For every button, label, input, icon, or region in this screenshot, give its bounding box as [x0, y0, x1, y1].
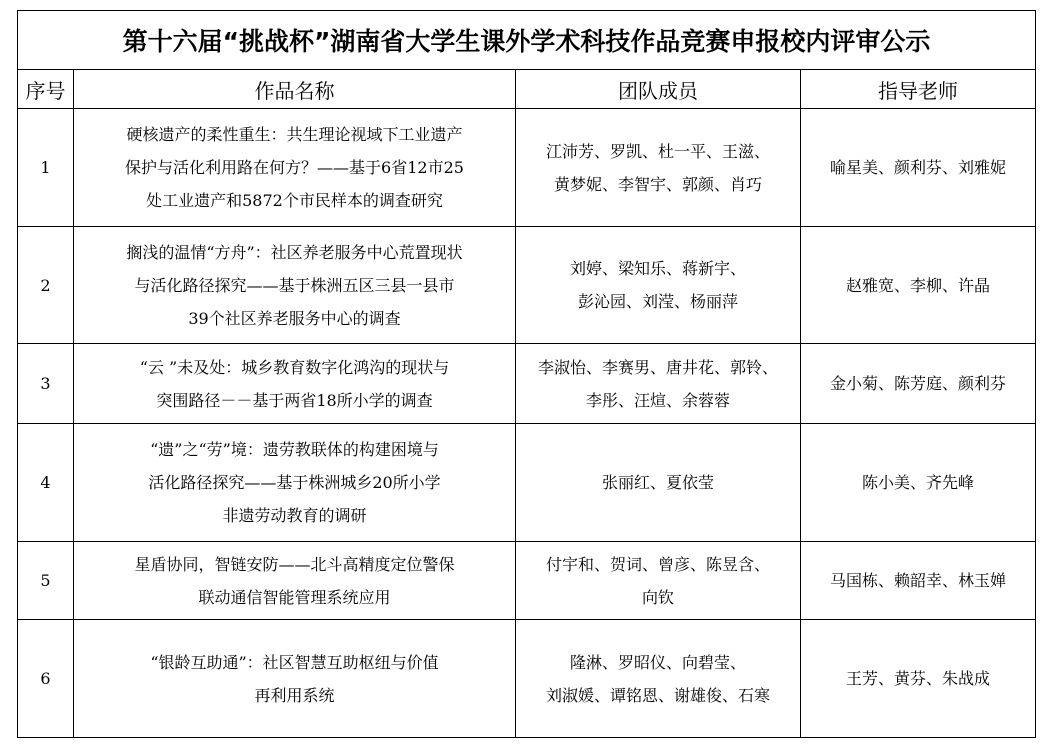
text-line: 江沛芳、罗凯、杜一平、王滋、: [545, 141, 770, 161]
column-header-advisor: 指导老师: [801, 70, 1036, 109]
text-line: 陈小美、齐先峰: [861, 473, 974, 492]
cell-work-title: [74, 424, 516, 542]
text-line: “银龄互助通”：社区智慧互助枢纽与价值: [150, 652, 439, 672]
text-line: 金小菊、陈芳庭、颜利芬: [829, 374, 1006, 393]
cell-advisors: [801, 109, 1036, 227]
text-line: “云 ”未及处：城乡教育数字化鸿沟的现状与: [139, 357, 450, 377]
table-row: [18, 424, 1036, 542]
text-line: 硬核遗产的柔性重生：共生理论视域下工业遗产: [126, 125, 463, 144]
text-line: 处工业遗产和5872个市民样本的调查研究: [146, 191, 443, 210]
column-header-team: 团队成员: [516, 70, 801, 109]
text-line: 星盾协同，智链安防——北斗高精度定位警保: [134, 554, 455, 574]
cell-team-members: [516, 344, 801, 424]
text-line: 李彤、汪煊、余蓉蓉: [585, 390, 730, 410]
text-line: 喻星美、颜利芬、刘雅妮: [829, 158, 1006, 177]
table-row: [18, 344, 1036, 424]
cell-no: 5: [18, 542, 74, 620]
cell-no: 4: [18, 424, 74, 542]
cell-work-title: [74, 542, 516, 620]
cell-team-members: [516, 227, 801, 344]
cell-work-title: [74, 227, 516, 344]
publicity-sheet: [17, 10, 1035, 738]
text-line: 与活化路径探究——基于株洲五区三县一县市: [134, 275, 455, 295]
text-line: 隆淋、罗昭仪、向碧莹、: [569, 652, 746, 672]
cell-team-members: [516, 620, 801, 738]
publicity-table: [17, 10, 1036, 738]
cell-advisors: [801, 344, 1036, 424]
table-row: [18, 227, 1036, 344]
text-line: “遗”之“劳”境：遗劳教联体的构建困境与: [150, 440, 439, 459]
cell-team-members: [516, 109, 801, 227]
text-line: 39个社区养老服务中心的调查: [188, 308, 401, 328]
table-row: [18, 542, 1036, 620]
text-line: 向钦: [641, 587, 674, 607]
cell-advisors: [801, 227, 1036, 344]
cell-no: 6: [18, 620, 74, 738]
text-line: 彭沁园、刘滢、杨丽萍: [577, 292, 738, 311]
cell-advisors: [801, 620, 1036, 738]
text-line: 王芳、黄芬、朱战成: [845, 669, 990, 688]
cell-advisors: [801, 424, 1036, 542]
text-line: 联动通信智能管理系统应用: [198, 587, 391, 607]
column-header-no: 序号: [18, 70, 74, 109]
text-line: 黄梦妮、李智宇、郭颜、肖巧: [553, 174, 762, 194]
text-line: 刘淑媛、谭铭恩、谢雄俊、石寒: [545, 685, 770, 705]
text-line: 搁浅的温情“方舟”：社区养老服务中心荒置现状: [126, 242, 463, 262]
text-line: 张丽红、夏依莹: [601, 473, 714, 492]
text-line: 保护与活化利用路在何方？——基于6省12市25: [125, 158, 464, 177]
text-line: 刘婷、梁知乐、蒋新宇、: [569, 259, 746, 278]
table-title: 第十六届“挑战杯”湖南省大学生课外学术科技作品竞赛申报校内评审公示: [18, 11, 1036, 70]
cell-team-members: [516, 542, 801, 620]
cell-work-title: [74, 344, 516, 424]
cell-work-title: [74, 620, 516, 738]
text-line: 再利用系统: [254, 685, 335, 705]
cell-team-members: [516, 424, 801, 542]
text-line: 马国栋、赖韶幸、林玉婵: [829, 571, 1006, 590]
cell-no: 2: [18, 227, 74, 344]
cell-work-title: [74, 109, 516, 227]
header-row: [18, 70, 1036, 109]
table-row: [18, 620, 1036, 738]
text-line: 非遗劳动教育的调研: [222, 506, 367, 525]
column-header-work: 作品名称: [74, 70, 516, 109]
table-row: [18, 109, 1036, 227]
cell-no: 1: [18, 109, 74, 227]
table-body: [18, 109, 1036, 738]
cell-no: 3: [18, 344, 74, 424]
text-line: 李淑怡、李赛男、唐井花、郭铃、: [537, 357, 778, 377]
text-line: 赵雅宽、李柳、许晶: [845, 275, 990, 295]
text-line: 付宇和、贺词、曾彦、陈昱含、: [545, 554, 770, 574]
text-line: 突围路径－－基于两省18所小学的调查: [156, 390, 433, 410]
text-line: 活化路径探究——基于株洲城乡20所小学: [148, 473, 441, 492]
cell-advisors: [801, 542, 1036, 620]
